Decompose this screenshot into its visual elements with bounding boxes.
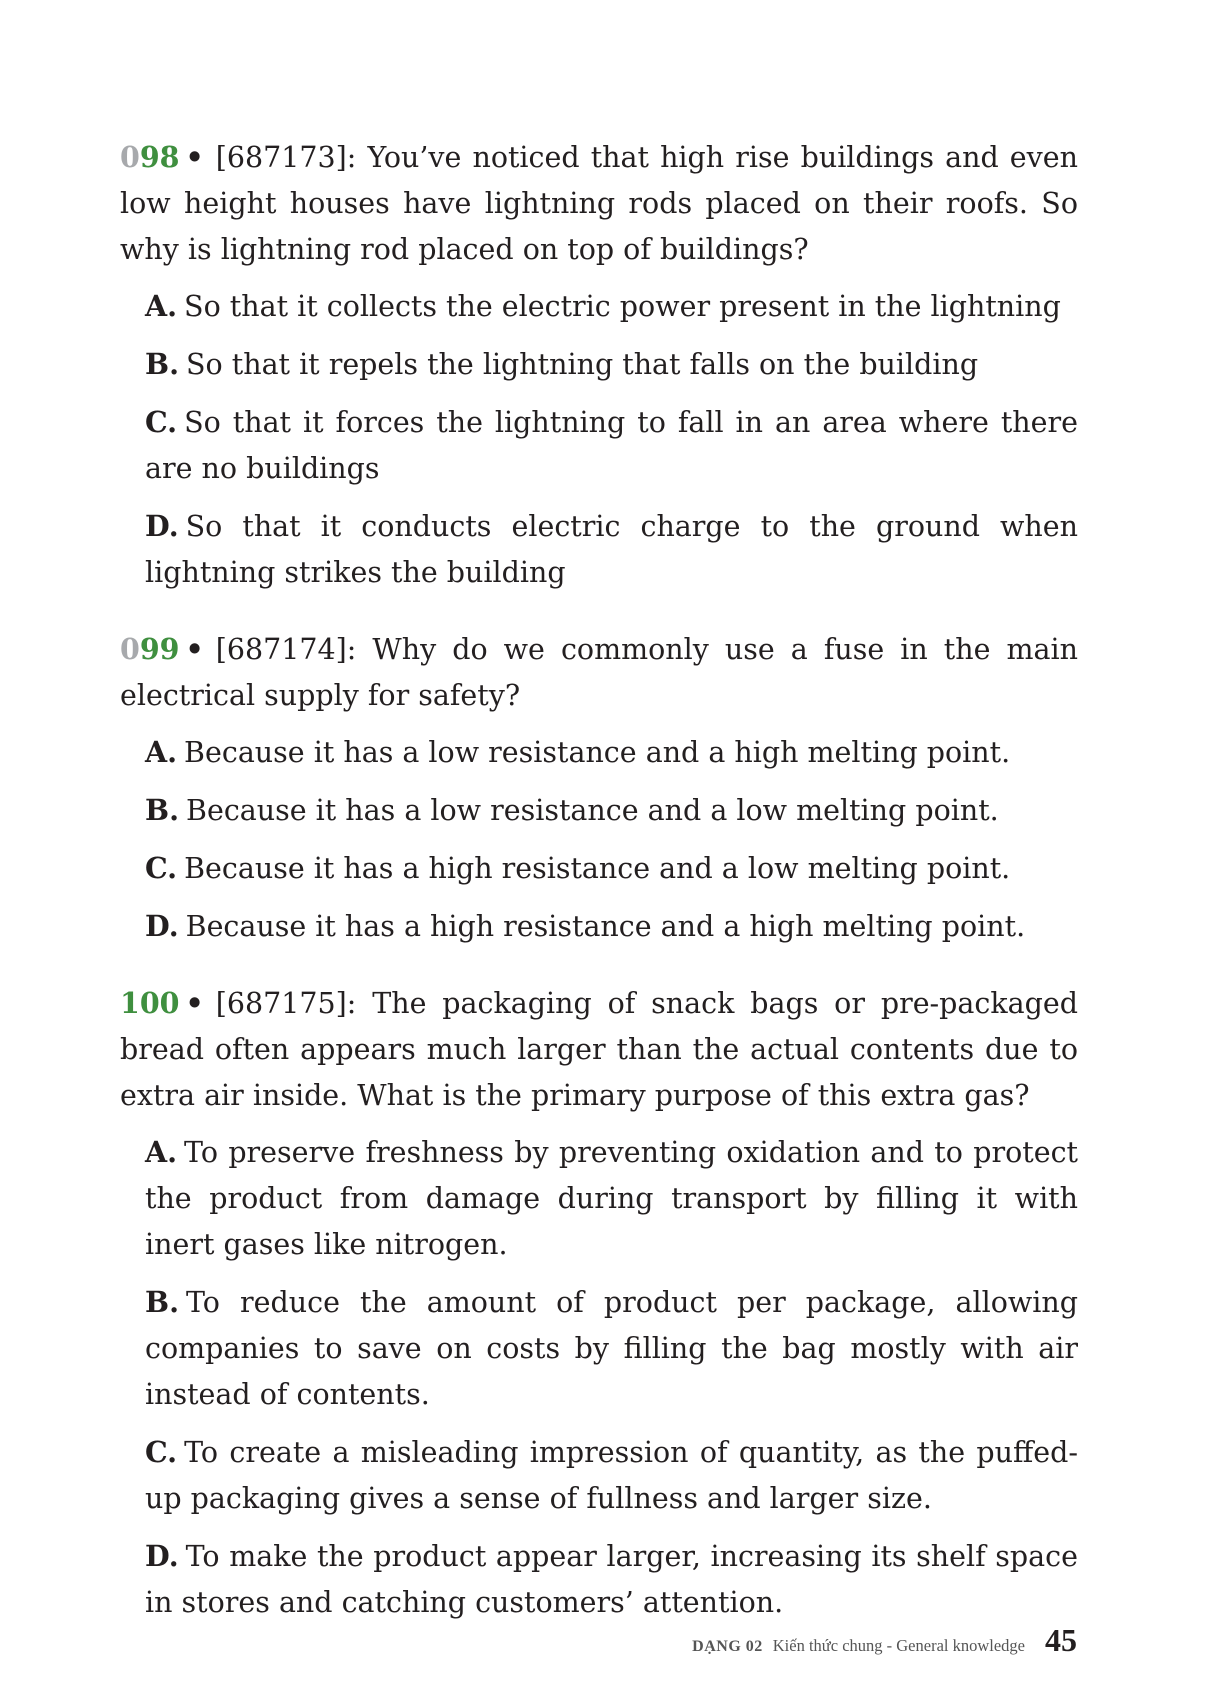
option-a: A. So that it collects the electric power present in the lightning: [145, 289, 1061, 323]
page-footer: [692, 1622, 1077, 1659]
question-number: 099: [120, 632, 180, 666]
question-stem: [120, 134, 1078, 273]
bullet: •: [185, 140, 204, 174]
question-text: [687175]: The packaging of snack bags or pre-packaged bread often appears much larger than the actual contents due to extra air inside. What is the primary purpose of this extra gas?: [120, 987, 1078, 1112]
answer-options: [120, 283, 1078, 596]
question-number: 098: [120, 140, 180, 174]
option-a: A. Because it has a low resistance and a high melting point.: [145, 735, 1011, 769]
option-a: A. To preserve freshness by preventing oxidation and to protect the product from damage during transport by filling it with inert gases like nitrogen.: [145, 1135, 1078, 1261]
option-d: D. Because it has a high resistance and a high melting point.: [145, 909, 1026, 943]
question-98: [120, 134, 1078, 596]
option-d: D. To make the product appear larger, increasing its shelf space in stores and catching customers’ attention.: [145, 1539, 1078, 1619]
answer-options: [120, 1129, 1078, 1626]
option-b: B. To reduce the amount of product per package, allowing companies to save on costs by filling the bag mostly with air instead of contents.: [145, 1285, 1078, 1411]
question-text: [687174]: Why do we commonly use a fuse in the main electrical supply for safety?: [120, 633, 1078, 712]
option-c: C. So that it forces the lightning to fall in an area where there are no buildings: [145, 405, 1078, 485]
page-number: 45: [1045, 1622, 1077, 1658]
bullet: •: [185, 986, 204, 1020]
section-title: Kiến thức chung - General knowledge: [772, 1636, 1025, 1655]
option-c: C. Because it has a high resistance and a low melting point.: [145, 851, 1011, 885]
answer-options: [120, 729, 1078, 950]
option-b: B. So that it repels the lightning that falls on the building: [145, 347, 979, 381]
question-stem: [120, 980, 1078, 1119]
bullet: •: [185, 632, 204, 666]
option-c: C. To create a misleading impression of quantity, as the puffed-up packaging gives a sense of fullness and larger size.: [145, 1435, 1078, 1515]
option-b: B. Because it has a low resistance and a low melting point.: [145, 793, 999, 827]
question-99: [120, 626, 1078, 950]
question-100: [120, 980, 1078, 1626]
question-page: [120, 134, 1078, 1656]
option-d: D. So that it conducts electric charge to the ground when lightning strikes the building: [145, 509, 1078, 589]
question-number: 100: [120, 986, 180, 1020]
section-label: DẠNG 02: [692, 1638, 763, 1655]
question-text: [687173]: You’ve noticed that high rise buildings and even low height houses have lightning rods placed on their roofs. So why is lightning rod placed on top of buildings?: [120, 141, 1078, 266]
question-stem: [120, 626, 1078, 719]
